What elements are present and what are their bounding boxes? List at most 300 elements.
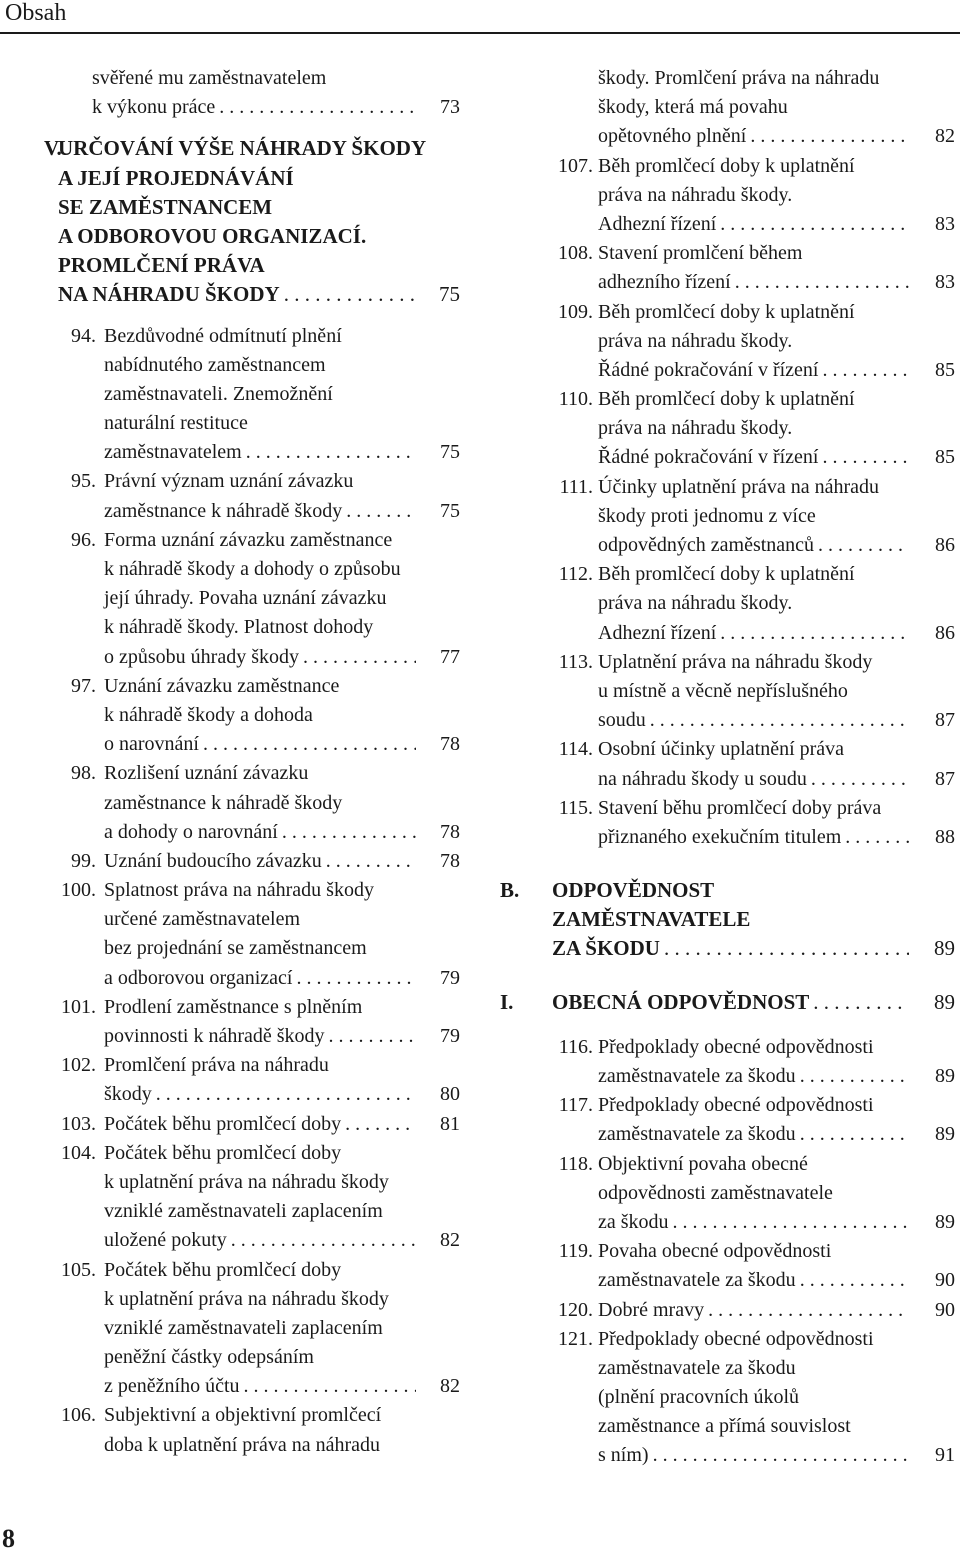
toc-line bbox=[500, 327, 955, 356]
toc-number: 110. bbox=[558, 388, 593, 411]
toc-text: ZA ŠKODU bbox=[552, 936, 660, 961]
toc-line bbox=[500, 1441, 955, 1470]
toc-text: Forma uznání závazku zaměstnance bbox=[104, 528, 393, 551]
toc-page-number: 78 bbox=[440, 733, 460, 756]
toc-number: B. bbox=[500, 878, 520, 903]
toc-text: Splatnost práva na náhradu škody bbox=[104, 879, 374, 902]
toc-line bbox=[500, 1296, 955, 1325]
toc-line bbox=[500, 443, 955, 472]
dot-leader bbox=[746, 122, 909, 151]
dot-leader bbox=[215, 93, 416, 122]
toc-line bbox=[44, 643, 460, 672]
toc-line bbox=[44, 222, 460, 251]
toc-text: k výkonu práce bbox=[92, 96, 216, 119]
dot-leader bbox=[342, 497, 416, 526]
dot-leader bbox=[818, 443, 909, 472]
toc-number: 120. bbox=[558, 1298, 593, 1321]
toc-text: doba k uplatnění práva na náhradu bbox=[104, 1433, 381, 1456]
dot-leader bbox=[240, 1372, 417, 1401]
toc-line bbox=[44, 1314, 460, 1343]
toc-text: (plnění pracovních úkolů bbox=[598, 1386, 800, 1409]
toc-number: 106. bbox=[61, 1404, 96, 1427]
toc-text: ODPOVĚDNOST bbox=[552, 878, 715, 903]
toc-page-number: 91 bbox=[935, 1444, 955, 1467]
toc-line bbox=[44, 1022, 460, 1051]
toc-text: Stavení promlčení během bbox=[598, 242, 803, 265]
toc-line bbox=[44, 134, 460, 163]
toc-line bbox=[44, 193, 460, 222]
dot-leader bbox=[227, 1226, 416, 1255]
toc-number: V. bbox=[44, 136, 62, 161]
toc-text: vzniklé zaměstnavateli zaplacením bbox=[104, 1200, 383, 1223]
toc-entry bbox=[44, 672, 460, 760]
toc-text: práva na náhradu škody. bbox=[598, 417, 793, 440]
toc-text: adhezního řízení bbox=[598, 271, 731, 294]
toc-text: práva na náhradu škody. bbox=[598, 183, 793, 206]
toc-line bbox=[44, 1139, 460, 1168]
toc-page-number: 78 bbox=[440, 849, 460, 872]
toc-line bbox=[44, 351, 460, 380]
toc-number: 121. bbox=[558, 1327, 593, 1350]
toc-line bbox=[500, 1179, 955, 1208]
toc-text: Osobní účinky uplatnění práva bbox=[598, 738, 845, 761]
toc-page-number: 89 bbox=[935, 1210, 955, 1233]
toc-text: Účinky uplatnění práva na náhradu bbox=[598, 475, 880, 498]
toc-text: Předpoklady obecné odpovědnosti bbox=[598, 1094, 874, 1117]
toc-text: zaměstnance k náhradě škody bbox=[104, 791, 343, 814]
toc-number: I. bbox=[500, 989, 514, 1014]
toc-text: soudu bbox=[598, 709, 646, 732]
dot-leader bbox=[796, 1120, 909, 1149]
toc-number: 105. bbox=[61, 1258, 96, 1281]
toc-text: za škodu bbox=[598, 1210, 669, 1233]
toc-text: Dobré mravy bbox=[598, 1298, 705, 1321]
toc-number: 111. bbox=[559, 475, 593, 498]
toc-entry bbox=[44, 1139, 460, 1256]
toc-text: zaměstnavatelem bbox=[104, 441, 242, 464]
toc-line bbox=[44, 613, 460, 642]
toc-page-number: 85 bbox=[935, 446, 955, 469]
toc-text: A JEJÍ PROJEDNÁVÁNÍ bbox=[58, 165, 294, 190]
toc-line bbox=[44, 1372, 460, 1401]
toc-text: přiznaného exekučním titulem bbox=[598, 825, 842, 848]
toc-text: odpovědných zaměstnanců bbox=[598, 534, 815, 556]
toc-page-number: 83 bbox=[935, 212, 955, 235]
toc-number: 117. bbox=[558, 1094, 593, 1117]
toc-page-number: 86 bbox=[935, 534, 955, 556]
toc-text: ZAMĚSTNAVATELE bbox=[552, 907, 751, 932]
toc-entry bbox=[44, 876, 460, 993]
toc-chapter bbox=[44, 134, 460, 309]
toc-number: 103. bbox=[61, 1112, 96, 1135]
toc-line bbox=[500, 794, 955, 823]
toc-line bbox=[44, 526, 460, 555]
toc-chapter bbox=[500, 988, 955, 1017]
toc-number: 101. bbox=[61, 995, 96, 1018]
toc-entry bbox=[44, 322, 460, 468]
toc-text: NA NÁHRADU ŠKODY bbox=[58, 282, 280, 307]
dot-leader bbox=[278, 818, 416, 847]
toc-text: Předpoklady obecné odpovědnosti bbox=[598, 1035, 874, 1058]
toc-page-number: 90 bbox=[935, 1298, 955, 1321]
toc-page-number: 73 bbox=[440, 96, 460, 119]
toc-text: určené zaměstnavatelem bbox=[104, 908, 300, 931]
toc-line bbox=[500, 1237, 955, 1266]
toc-text: práva na náhradu škody. bbox=[598, 329, 793, 352]
toc-text: s ním) bbox=[598, 1444, 649, 1467]
toc-text: a odborovou organizací bbox=[104, 966, 293, 989]
toc-entry bbox=[500, 1091, 955, 1149]
toc-text: k uplatnění práva na náhradu škody bbox=[104, 1287, 389, 1310]
toc-page-number: 75 bbox=[440, 499, 460, 522]
dot-leader bbox=[669, 1208, 909, 1237]
toc-page-number: 88 bbox=[935, 825, 955, 848]
toc-line bbox=[500, 239, 955, 268]
toc-entry bbox=[500, 648, 955, 736]
toc-entry bbox=[44, 1110, 460, 1139]
toc-text: škody. Promlčení práva na náhradu bbox=[598, 67, 880, 89]
toc-text: zaměstnavatele za škodu bbox=[598, 1269, 796, 1292]
toc-line bbox=[500, 1354, 955, 1383]
toc-entry bbox=[500, 1033, 955, 1091]
dot-leader bbox=[152, 1080, 416, 1109]
toc-line bbox=[44, 876, 460, 905]
toc-left-column bbox=[44, 64, 460, 1460]
toc-text: Běh promlčecí doby k uplatnění bbox=[598, 388, 855, 411]
dot-leader bbox=[814, 531, 909, 560]
toc-text: zaměstnavatele za škodu bbox=[598, 1065, 796, 1087]
toc-text: Řádné pokračování v řízení bbox=[598, 358, 819, 381]
toc-entry bbox=[500, 1296, 955, 1325]
toc-entry bbox=[44, 1051, 460, 1109]
toc-text: Počátek běhu promlčecí doby bbox=[104, 1112, 342, 1135]
dot-leader bbox=[292, 964, 416, 993]
toc-text: Stavení běhu promlčecí doby práva bbox=[598, 796, 882, 819]
toc-text: k náhradě škody. Platnost dohody bbox=[104, 616, 374, 639]
toc-line bbox=[500, 619, 955, 648]
toc-line bbox=[44, 1401, 460, 1430]
toc-text: bez projednání se zaměstnancem bbox=[104, 937, 367, 960]
dot-leader bbox=[704, 1296, 909, 1325]
toc-line bbox=[44, 1343, 460, 1372]
toc-line bbox=[44, 1110, 460, 1139]
toc-line bbox=[44, 1285, 460, 1314]
toc-line bbox=[500, 502, 955, 531]
toc-line bbox=[500, 677, 955, 706]
toc-line bbox=[44, 409, 460, 438]
toc-text: zaměstnavatele za škodu bbox=[598, 1356, 796, 1379]
toc-page-number: 80 bbox=[440, 1083, 460, 1106]
toc-text: Prodlení zaměstnance s plněním bbox=[104, 995, 363, 1018]
toc-line bbox=[44, 672, 460, 701]
toc-number: 114. bbox=[558, 738, 593, 761]
toc-text: škody proti jednomu z více bbox=[598, 504, 816, 527]
toc-line bbox=[44, 789, 460, 818]
toc-text: Předpoklady obecné odpovědnosti bbox=[598, 1327, 874, 1350]
dot-leader bbox=[716, 210, 909, 239]
toc-entry bbox=[44, 759, 460, 847]
toc-text: u místně a věcně nepříslušného bbox=[598, 679, 848, 702]
toc-line bbox=[500, 823, 955, 852]
toc-page-number: 89 bbox=[934, 989, 955, 1014]
toc-page-number: 89 bbox=[935, 1123, 955, 1146]
toc-line bbox=[500, 93, 955, 122]
toc-text: zaměstnavateli. Znemožnění bbox=[104, 382, 333, 405]
toc-line bbox=[500, 122, 955, 151]
toc-text: z peněžního účtu bbox=[104, 1375, 240, 1398]
toc-number: 116. bbox=[558, 1035, 593, 1058]
toc-line bbox=[500, 905, 955, 934]
toc-line bbox=[44, 280, 460, 309]
dot-leader bbox=[242, 438, 416, 467]
toc-text: Adhezní řízení bbox=[598, 212, 717, 235]
toc-number: 109. bbox=[558, 300, 593, 323]
dot-leader bbox=[818, 356, 909, 385]
toc-number: 97. bbox=[71, 674, 96, 697]
toc-number: 119. bbox=[558, 1240, 593, 1263]
toc-text: Povaha obecné odpovědnosti bbox=[598, 1240, 832, 1263]
toc-text: Uznání budoucího závazku bbox=[104, 849, 322, 872]
toc-text: odpovědnosti zaměstnavatele bbox=[598, 1181, 833, 1204]
toc-entry bbox=[500, 473, 955, 561]
dot-leader bbox=[807, 765, 909, 794]
toc-line bbox=[44, 1197, 460, 1226]
toc-page-number: 79 bbox=[440, 966, 460, 989]
toc-text: Uplatnění práva na náhradu škody bbox=[598, 650, 873, 673]
toc-page-number: 87 bbox=[935, 709, 955, 732]
toc-entry bbox=[44, 1401, 460, 1459]
toc-line bbox=[44, 438, 460, 467]
toc-text: zaměstnance k náhradě škody bbox=[104, 499, 343, 522]
toc-text: o narovnání bbox=[104, 733, 199, 756]
dot-leader bbox=[280, 280, 416, 309]
toc-line bbox=[500, 1091, 955, 1120]
toc-page-number: 85 bbox=[935, 358, 955, 381]
toc-line bbox=[500, 1412, 955, 1441]
toc-line bbox=[44, 380, 460, 409]
toc-line bbox=[44, 934, 460, 963]
toc-text: uložené pokuty bbox=[104, 1229, 227, 1252]
toc-text: Rozlišení uznání závazku bbox=[104, 762, 309, 785]
toc-text: Běh promlčecí doby k uplatnění bbox=[598, 300, 855, 323]
toc-line bbox=[500, 1120, 955, 1149]
toc-page-number: 81 bbox=[440, 1112, 460, 1135]
toc-entry bbox=[44, 526, 460, 672]
toc-text: opětovného plnění bbox=[598, 125, 747, 148]
toc-number: 100. bbox=[61, 879, 96, 902]
toc-page-number: 82 bbox=[440, 1229, 460, 1252]
toc-page-number: 86 bbox=[935, 621, 955, 644]
toc-line bbox=[44, 730, 460, 759]
toc-text: URČOVÁNÍ VÝŠE NÁHRADY ŠKODY bbox=[58, 136, 427, 161]
toc-text: vzniklé zaměstnavateli zaplacením bbox=[104, 1316, 383, 1339]
toc-line bbox=[500, 64, 955, 93]
toc-line bbox=[44, 322, 460, 351]
toc-line bbox=[500, 589, 955, 618]
toc-line bbox=[44, 584, 460, 613]
toc-text: zaměstnance a přímá souvislost bbox=[598, 1415, 851, 1438]
toc-page-number: 82 bbox=[935, 125, 955, 148]
toc-entry bbox=[500, 298, 955, 386]
toc-line bbox=[500, 473, 955, 502]
toc-line bbox=[500, 1208, 955, 1237]
toc-text: škody bbox=[104, 1083, 152, 1106]
toc-line bbox=[500, 152, 955, 181]
dot-leader bbox=[325, 1022, 416, 1051]
toc-page-number: 83 bbox=[935, 271, 955, 294]
toc-line bbox=[500, 735, 955, 764]
toc-chapter bbox=[500, 876, 955, 964]
toc-entry bbox=[500, 152, 955, 240]
toc-text: Počátek běhu promlčecí doby bbox=[104, 1258, 342, 1281]
toc-text: SE ZAMĚSTNANCEM bbox=[58, 194, 273, 219]
toc-text: Subjektivní a objektivní promlčecí bbox=[104, 1404, 382, 1427]
header-title: Obsah bbox=[5, 0, 67, 26]
toc-number: 96. bbox=[71, 528, 96, 551]
dot-leader bbox=[322, 847, 416, 876]
toc-text: A ODBOROVOU ORGANIZACÍ. bbox=[58, 223, 367, 248]
toc-text: peněžní částky odepsáním bbox=[104, 1346, 314, 1369]
toc-number: 115. bbox=[558, 796, 593, 819]
toc-line bbox=[44, 93, 460, 122]
toc-line bbox=[44, 1226, 460, 1255]
toc-line bbox=[44, 964, 460, 993]
toc-text: naturální restituce bbox=[104, 412, 248, 435]
toc-page-number: 78 bbox=[440, 820, 460, 843]
toc-line bbox=[44, 1431, 460, 1460]
toc-number: 102. bbox=[61, 1054, 96, 1077]
toc-text: nabídnutého zaměstnancem bbox=[104, 353, 326, 376]
toc-text: Počátek běhu promlčecí doby bbox=[104, 1141, 342, 1164]
toc-line bbox=[44, 251, 460, 280]
dot-leader bbox=[660, 934, 909, 963]
toc-text: povinnosti k náhradě škody bbox=[104, 1025, 325, 1047]
toc-entry bbox=[44, 1256, 460, 1402]
toc-line bbox=[500, 1325, 955, 1354]
toc-page-number: 79 bbox=[440, 1025, 460, 1047]
page-header bbox=[0, 0, 960, 34]
toc-line bbox=[44, 555, 460, 584]
toc-line bbox=[44, 847, 460, 876]
toc-right-column bbox=[500, 64, 955, 1471]
toc-text: její úhrady. Povaha uznání závazku bbox=[104, 587, 387, 610]
toc-text: o způsobu úhrady škody bbox=[104, 645, 299, 668]
dot-leader bbox=[731, 268, 909, 297]
toc-line bbox=[500, 1033, 955, 1062]
dot-leader bbox=[649, 1441, 909, 1470]
toc-line bbox=[44, 818, 460, 847]
toc-line bbox=[500, 934, 955, 963]
dot-leader bbox=[796, 1266, 909, 1295]
toc-line bbox=[44, 164, 460, 193]
toc-line bbox=[500, 765, 955, 794]
toc-line bbox=[500, 531, 955, 560]
toc-number: 99. bbox=[71, 849, 96, 872]
toc-line bbox=[500, 181, 955, 210]
toc-text: k uplatnění práva na náhradu škody bbox=[104, 1170, 389, 1193]
toc-text: Objektivní povaha obecné bbox=[598, 1152, 808, 1175]
toc-number: 98. bbox=[71, 762, 96, 785]
toc-number: 108. bbox=[558, 242, 593, 265]
toc-line bbox=[500, 268, 955, 297]
toc-entry bbox=[44, 847, 460, 876]
toc-page-number: 89 bbox=[934, 936, 955, 961]
toc-entry bbox=[44, 993, 460, 1051]
toc-text: PROMLČENÍ PRÁVA bbox=[58, 253, 265, 278]
toc-line bbox=[500, 706, 955, 735]
toc-entry bbox=[500, 1325, 955, 1471]
toc-text: Promlčení práva na náhradu bbox=[104, 1054, 329, 1077]
toc-text: svěřené mu zaměstnavatelem bbox=[92, 67, 327, 89]
toc-page-number: 82 bbox=[440, 1375, 460, 1398]
toc-text: Uznání závazku zaměstnance bbox=[104, 674, 340, 697]
toc-page-number: 87 bbox=[935, 767, 955, 790]
toc-line bbox=[500, 414, 955, 443]
toc-text: práva na náhradu škody. bbox=[598, 592, 793, 615]
toc-entry bbox=[44, 467, 460, 525]
dot-leader bbox=[841, 823, 909, 852]
toc-text: k náhradě škody a dohody o způsobu bbox=[104, 558, 401, 580]
toc-text: Běh promlčecí doby k uplatnění bbox=[598, 154, 855, 177]
toc-text: Běh promlčecí doby k uplatnění bbox=[598, 563, 855, 586]
toc-line bbox=[500, 1062, 955, 1091]
toc-entry bbox=[500, 735, 955, 793]
toc-number: 107. bbox=[558, 154, 593, 177]
toc-entry bbox=[500, 385, 955, 473]
dot-leader bbox=[796, 1062, 909, 1091]
dot-leader bbox=[199, 730, 416, 759]
toc-page-number: 75 bbox=[440, 441, 460, 464]
toc-line bbox=[500, 1266, 955, 1295]
toc-line bbox=[44, 993, 460, 1022]
toc-line bbox=[44, 905, 460, 934]
toc-line bbox=[44, 1080, 460, 1109]
toc-line bbox=[500, 1150, 955, 1179]
toc-number: 104. bbox=[61, 1141, 96, 1164]
toc-text: Bezdůvodné odmítnutí plnění bbox=[104, 324, 342, 347]
toc-text: škody, která má povahu bbox=[598, 96, 788, 119]
toc-text: Právní význam uznání závazku bbox=[104, 470, 354, 493]
page-number: 8 bbox=[2, 1524, 15, 1553]
toc-entry bbox=[500, 560, 955, 648]
toc-entry bbox=[500, 1150, 955, 1238]
toc-number: 118. bbox=[558, 1152, 593, 1175]
toc-line bbox=[44, 467, 460, 496]
toc-text: OBECNÁ ODPOVĚDNOST bbox=[552, 989, 810, 1014]
toc-line bbox=[44, 701, 460, 730]
toc-line bbox=[500, 988, 955, 1017]
toc-entry bbox=[500, 1237, 955, 1295]
toc-line bbox=[44, 1168, 460, 1197]
dot-leader bbox=[299, 643, 416, 672]
toc-entry bbox=[500, 794, 955, 852]
toc-line bbox=[500, 210, 955, 239]
toc-entry bbox=[44, 64, 460, 122]
toc-line bbox=[500, 385, 955, 414]
toc-page-number: 75 bbox=[439, 282, 460, 307]
toc-line bbox=[500, 560, 955, 589]
toc-number: 94. bbox=[71, 324, 96, 347]
dot-leader bbox=[341, 1110, 416, 1139]
toc-text: Řádné pokračování v řízení bbox=[598, 446, 819, 469]
toc-line bbox=[500, 876, 955, 905]
toc-line bbox=[44, 1256, 460, 1285]
toc-line bbox=[500, 356, 955, 385]
toc-line bbox=[44, 759, 460, 788]
toc-text: na náhradu škody u soudu bbox=[598, 767, 807, 790]
toc-number: 95. bbox=[71, 470, 96, 493]
toc-line bbox=[500, 298, 955, 327]
